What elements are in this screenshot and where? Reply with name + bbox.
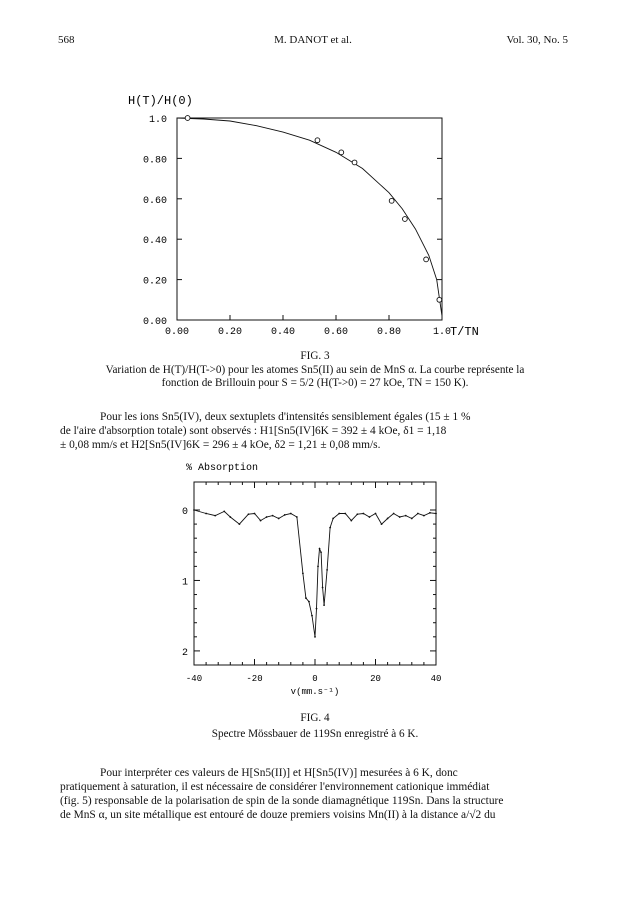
y-tick-label: 0.20 — [142, 276, 167, 288]
x-tick-label: 0.00 — [164, 327, 190, 338]
spectrum-point — [375, 513, 377, 515]
y-tick-label: 0.00 — [142, 317, 167, 328]
data-point — [315, 138, 320, 143]
y-tick-label: 0.80 — [142, 155, 167, 167]
y-tick-label: 1 — [181, 577, 188, 589]
spectrum-point — [356, 513, 358, 515]
figure-3-label: FIG. 3 — [300, 350, 330, 362]
x-tick-label: 0.40 — [270, 327, 296, 338]
paragraph-2-line2: pratiquement à saturation, il est nécessaire de considérer l'environnement cationique immédiat — [60, 781, 490, 793]
spectrum-point — [284, 514, 286, 516]
spectrum-point — [317, 565, 319, 567]
paragraph-2-line1: Pour interpréter ces valeurs de H[Sn5(II)] et H[Sn5(IV)] mesurées à 6 K, donc — [100, 767, 458, 779]
spectrum-line — [194, 510, 436, 637]
spectrum-point — [305, 597, 307, 599]
spectrum-point — [248, 513, 250, 515]
spectrum-point — [229, 516, 231, 518]
volume-info: Vol. 30, No. 5 — [506, 34, 568, 46]
paragraph-2 — [60, 766, 570, 822]
spectrum-point — [417, 513, 419, 515]
x-tick-label: 0.60 — [323, 327, 349, 338]
spectrum-point — [329, 527, 331, 529]
spectrum-point — [387, 518, 389, 520]
spectrum-point — [214, 515, 216, 517]
data-point — [403, 217, 408, 222]
figure-4-caption: Spectre Mössbauer de 119Sn enregistré à 6 K. — [211, 728, 419, 740]
spectrum-point — [350, 520, 352, 522]
spectrum-point — [290, 513, 292, 515]
spectrum-point — [320, 551, 322, 553]
paragraph-1-line3: ± 0,08 mm/s et H2[Sn5(IV]6K = 296 ± 4 kOe, δ2 = 1,21 ± 0,08 mm/s. — [60, 439, 381, 451]
spectrum-point — [296, 516, 298, 518]
y-tick-label: 0.40 — [142, 236, 167, 248]
spectrum-point — [381, 523, 383, 525]
figure-3-caption-line1: Variation de H(T)/H(T->0) pour les atomes Sn5(II) au sein de MnS α. La courbe représente la — [105, 364, 525, 376]
spectrum-point — [332, 518, 334, 520]
x-tick-label: -20 — [246, 674, 263, 684]
y-tick-label: 0.60 — [142, 195, 167, 207]
x-tick-label: -40 — [185, 674, 203, 684]
spectrum-point — [260, 520, 262, 522]
spectrum-point — [223, 511, 225, 513]
figure-4-plot — [182, 462, 441, 697]
spectrum-point — [193, 509, 195, 511]
data-point — [352, 160, 357, 165]
x-axis-label: T/TN — [450, 325, 479, 339]
x-tick-label: 20 — [370, 674, 381, 684]
figure-4-label: FIG. 4 — [300, 712, 330, 724]
y-tick-label: 0 — [181, 507, 188, 518]
spectrum-point — [278, 518, 280, 520]
running-title: M. DANOT et al. — [274, 34, 352, 46]
spectrum-point — [323, 604, 325, 606]
data-point — [437, 297, 442, 302]
y-axis-label: H(T)/H(0) — [128, 94, 193, 108]
data-point — [424, 257, 429, 262]
paragraph-1 — [60, 410, 570, 452]
spectrum-point — [369, 516, 371, 518]
spectrum-point — [429, 512, 431, 514]
data-point — [185, 116, 190, 121]
spectrum-point — [311, 615, 313, 617]
spectrum-point — [314, 636, 316, 638]
data-point — [389, 198, 394, 203]
spectrum-point — [205, 513, 207, 515]
x-tick-label: 40 — [430, 674, 442, 684]
plot-frame — [194, 482, 436, 665]
x-tick-label: 1.0 — [432, 327, 452, 338]
y-axis-label: % Absorption — [186, 463, 259, 474]
spectrum-point — [338, 513, 340, 515]
spectrum-point — [302, 573, 304, 575]
x-tick-label: 0.20 — [217, 327, 243, 338]
spectrum-point — [266, 516, 268, 518]
data-point — [339, 150, 344, 155]
spectrum-point — [411, 518, 413, 520]
page-header — [58, 34, 568, 50]
spectrum-point — [272, 515, 274, 517]
x-axis-label: v(mm.s⁻¹) — [290, 687, 340, 697]
spectrum-point — [344, 513, 346, 515]
x-tick-label: 0.80 — [376, 327, 402, 338]
paragraph-1-line2: de l'aire d'absorption totale) sont observés : H1[Sn5(IV]6K = 392 ± 4 kOe, δ1 = 1,18 — [60, 425, 447, 437]
spectrum-point — [393, 513, 395, 515]
spectrum-point — [238, 523, 240, 525]
x-tick-label: 0 — [312, 674, 318, 684]
y-tick-label: 1.0 — [148, 115, 167, 126]
spectrum-point — [435, 513, 437, 515]
figure-3-caption-line2: fonction de Brillouin pour S = 5/2 (H(T->0) = 27 kOe, TN = 150 K). — [161, 377, 469, 389]
spectrum-point — [322, 587, 324, 589]
spectrum-point — [363, 513, 365, 515]
spectrum-point — [254, 513, 256, 515]
spectrum-point — [423, 515, 425, 517]
spectrum-point — [399, 516, 401, 518]
spectrum-point — [319, 548, 321, 550]
paragraph-1-line1: Pour les ions Sn5(IV), deux sextuplets d'intensités sensiblement égales (15 ± 1 % — [100, 411, 471, 423]
spectrum-point — [326, 569, 328, 571]
paragraph-2-line4: de MnS α, un site métallique est entouré de douze premiers voisins Mn(II) à la distance a/√2 du — [60, 809, 496, 821]
paragraph-2-line3: (fig. 5) responsable de la polarisation de spin de la sonde diamagnétique 119Sn. Dans la structure — [60, 795, 504, 807]
plot-frame — [177, 118, 442, 320]
page-number: 568 — [58, 34, 75, 46]
spectrum-point — [405, 515, 407, 517]
brillouin-curve — [177, 118, 442, 316]
figure-3-plot — [128, 94, 479, 339]
spectrum-point — [316, 608, 318, 610]
y-tick-label: 2 — [181, 647, 188, 659]
spectrum-point — [308, 601, 310, 603]
